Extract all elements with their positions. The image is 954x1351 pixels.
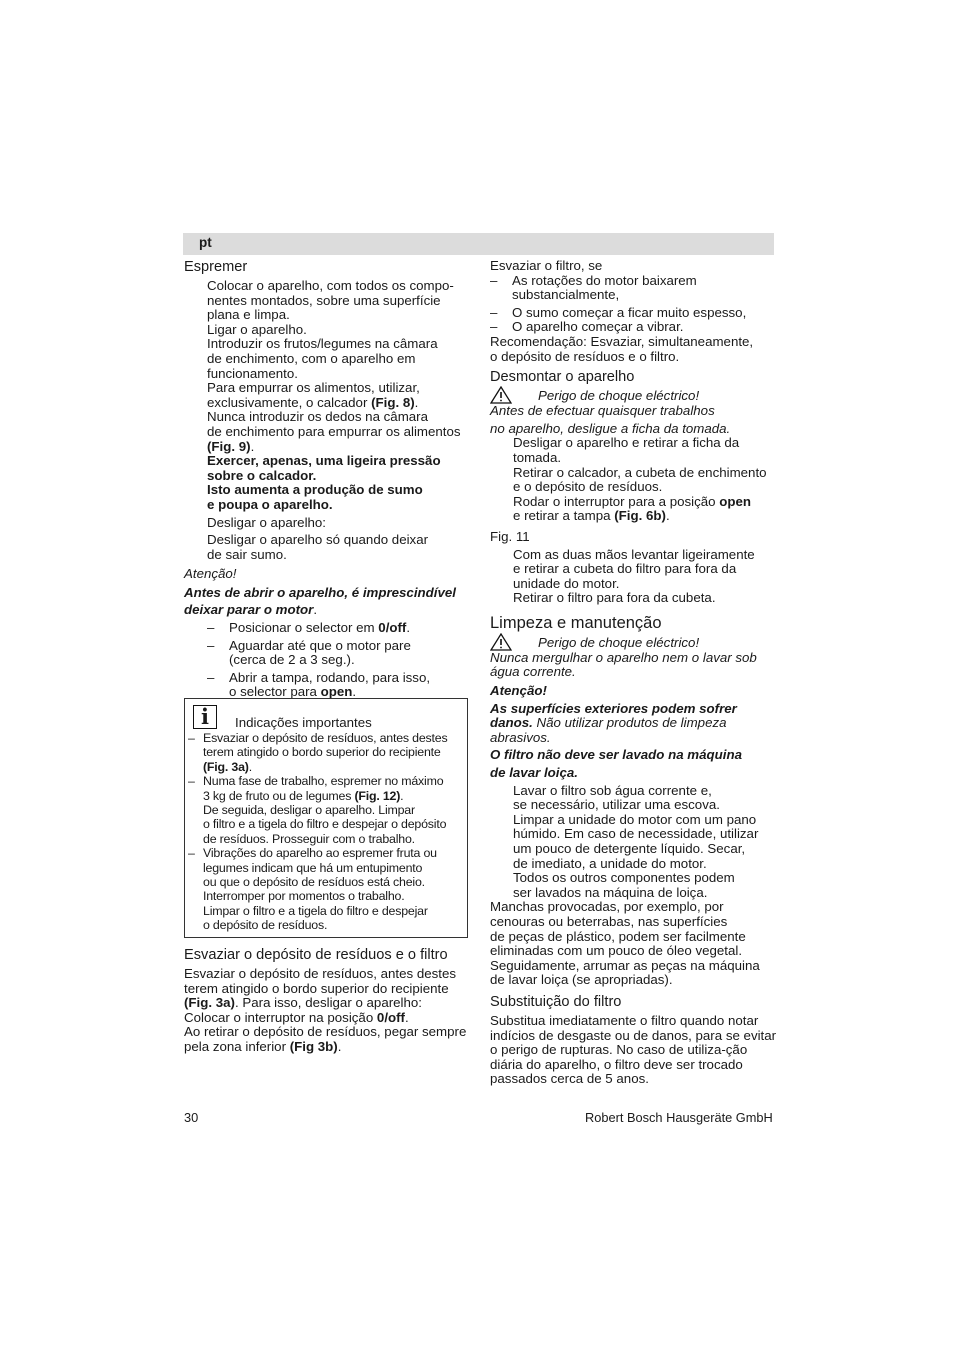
language-bar: [183, 233, 774, 255]
company-name: Robert Bosch Hausgeräte GmbH: [585, 1110, 773, 1125]
italic-line: no aparelho, desligue a ficha da tomada.: [490, 420, 731, 436]
text-line: tomada.: [513, 449, 562, 465]
text: .: [352, 684, 357, 700]
text-line: de enchimento para empurrar os alimentos: [207, 423, 461, 439]
fig-label: Fig. 11: [490, 528, 530, 544]
warning-line: Antes de abrir o aparelho, é imprescindível: [184, 584, 456, 600]
text: Posicionar o selector em: [229, 620, 379, 636]
text: .: [665, 508, 670, 524]
text: Colocar o interruptor na posição: [184, 1009, 377, 1025]
fig-ref: (Fig. 6b): [614, 508, 666, 524]
list-item: – Esvaziar o depósito de resíduos, antes destes terem atingido o bordo superior do recipiente (Fig. 3a).: [188, 731, 448, 774]
text-line: Retirar o calcador, a cubeta de enchimento: [513, 464, 767, 480]
text: 3 kg de fruto ou de legumes: [203, 788, 355, 803]
fig-ref: (Fig. 8): [371, 394, 415, 410]
warning-icon: [490, 386, 512, 404]
text-line: cenouras ou beterrabas, nas superfícies: [490, 913, 728, 929]
text-line: [184, 996, 474, 1011]
text: O sumo começar a ficar muito espesso,: [512, 304, 747, 320]
section-title-substituicao: Substituição do filtro: [490, 993, 622, 1010]
bold-text: 0/off: [376, 1009, 405, 1025]
bold-text: open: [320, 684, 353, 700]
list-item: – Numa fase de trabalho, espremer no máximo 3 kg de fruto ou de legumes (Fig. 12). De seguida, desligar o aparelho. Limpar o filtro e a tigela do filtro e despejar o depósito de resíduos. Prosseguir com o trabalho.: [188, 774, 447, 846]
text-line: Todos os outros componentes podem: [513, 870, 735, 886]
warning-title: Perigo de choque eléctrico!: [538, 634, 700, 650]
text-line: e o depósito de resíduos.: [513, 479, 663, 495]
list-item: – O aparelho começar a vibrar.: [490, 319, 684, 335]
section-title-esvaziar: Esvaziar o depósito de resíduos e o filtro: [184, 947, 448, 963]
info-icon: i: [193, 705, 217, 729]
warning-line: O filtro não deve ser lavado na máquina: [490, 747, 742, 763]
text-line: terem atingido o bordo superior do recipiente: [184, 980, 449, 996]
text: .: [313, 602, 318, 618]
important-notes-box: [184, 698, 468, 938]
text-line: e retirar a cubeta do filtro para fora da: [513, 561, 737, 577]
italic-line: água corrente.: [490, 664, 576, 680]
text-line: [207, 396, 471, 411]
bold-text: open: [719, 493, 751, 509]
text: o selector para: [229, 684, 321, 700]
list-item: – Posicionar o selector em 0/off.: [207, 620, 411, 636]
text: .: [405, 1009, 409, 1025]
list-item: – Abrir a tampa, rodando, para isso, o selector para open.: [207, 669, 431, 700]
warning-line: As superfícies exteriores podem sofrer: [490, 700, 737, 716]
bold-line: e poupa o aparelho.: [207, 496, 333, 512]
text: terem atingido o bordo superior do recipiente: [203, 745, 441, 760]
text-line: Ao retirar o depósito de resíduos, pegar sempre: [184, 1024, 467, 1040]
text-line: [513, 509, 780, 524]
text: .: [414, 394, 419, 410]
text-line: [184, 1040, 474, 1055]
box-list: [185, 731, 469, 933]
italic-line: Nunca mergulhar o aparelho nem o lavar sob: [490, 649, 757, 665]
fig-ref: (Fig. 3a): [184, 995, 235, 1011]
text-line: Para empurrar os alimentos, utilizar,: [207, 380, 420, 396]
text-line: de peças de plástico, podem ser facilmente: [490, 928, 746, 944]
warning-word: danos.: [490, 715, 533, 731]
section-title-desmontar: Desmontar o aparelho: [490, 369, 635, 386]
text-line: unidade do motor.: [513, 575, 620, 591]
fig-ref: (Fig. 3a): [203, 759, 249, 774]
text: .: [337, 1038, 342, 1054]
warning-icon: [490, 633, 512, 651]
text-line: Esvaziar o depósito de resíduos, antes destes: [184, 966, 457, 981]
text-line: Desligar o aparelho só quando deixar: [207, 532, 429, 548]
text-line: Retirar o filtro para fora da cubeta.: [513, 590, 716, 606]
text: Esvaziar o depósito de resíduos, antes destes: [203, 731, 448, 745]
text-line: Esvaziar o filtro, se: [490, 258, 603, 273]
italic-line: abrasivos.: [490, 729, 551, 745]
text: .: [400, 788, 404, 803]
text: (cerca de 2 a 3 seg.).: [229, 652, 355, 668]
text: De seguida, desligar o aparelho. Limpar: [203, 803, 415, 818]
language-code: pt: [199, 235, 212, 250]
text-line: Substitua imediatamente o filtro quando notar: [490, 1012, 759, 1028]
bold-text: 0/off: [378, 620, 407, 636]
list-item: – O sumo começar a ficar muito espesso,: [490, 304, 747, 320]
text: Numa fase de trabalho, espremer no máximo: [203, 774, 444, 789]
list-item: – Vibrações do aparelho ao espremer fruta ou legumes indicam que há um entupimento ou que o depósito de resíduos está cheio. Interromper por momentos o trabalho. Limpar o filtro e a tigela do filtro e despejar o depósito de resíduos.: [188, 846, 437, 933]
text-line: o perigo de rupturas. No caso de utiliza-ção: [490, 1042, 748, 1058]
attention-label: Atenção!: [184, 566, 237, 582]
text-line: Desligar o aparelho e retirar a ficha da: [513, 435, 740, 451]
text: As rotações do motor baixarem: [512, 272, 697, 288]
text-line: diária do aparelho, o filtro deve ser trocado: [490, 1056, 743, 1072]
text-line: de lavar loiça (se apropriadas).: [490, 972, 673, 988]
text-line: Ligar o aparelho.: [207, 321, 307, 337]
bold-line: Exercer, apenas, uma ligeira pressão: [207, 453, 441, 469]
text-line: Lavar o filtro sob água corrente e,: [513, 782, 712, 798]
text-line: Recomendação: Esvaziar, simultaneamente,: [490, 333, 754, 349]
text-line: passados cerca de 5 anos.: [490, 1071, 649, 1087]
bold-line: sobre o calcador.: [207, 467, 317, 483]
text-line: eliminadas com um pouco de óleo vegetal.: [490, 943, 743, 959]
text-line: Limpar a unidade do motor com um pano: [513, 811, 757, 827]
text-line: [490, 716, 780, 731]
text: pela zona inferior: [184, 1038, 290, 1054]
text: Aguardar até que o motor pare: [229, 637, 411, 653]
right-column: [490, 259, 780, 1087]
text: e retirar a tampa: [513, 508, 615, 524]
text-line: de enchimento, com o aparelho em: [207, 350, 416, 366]
section-title-limpeza: Limpeza e manutenção: [490, 613, 662, 632]
warning-line: deixar parar o motor: [184, 602, 314, 618]
text-line: plana e limpa.: [207, 307, 290, 323]
shock-warning: [490, 386, 780, 404]
text: . Para isso, desligar o aparelho:: [234, 995, 422, 1011]
text: de resíduos. Prosseguir com o trabalho.: [203, 831, 415, 846]
list-item: – Aguardar até que o motor pare (cerca de 2 a 3 seg.).: [207, 637, 411, 668]
text: Rodar o interruptor para a posição: [513, 493, 720, 509]
fig-ref: (Fig. 12): [354, 788, 401, 803]
text: .: [248, 759, 252, 774]
text: O aparelho começar a vibrar.: [512, 319, 684, 335]
text: o filtro e a tigela do filtro e despejar o depósito: [203, 817, 447, 832]
text-line: funcionamento.: [207, 365, 298, 381]
text: ou que o depósito de resíduos está cheio.: [203, 875, 425, 890]
text-line: um pouco de detergente líquido. Secar,: [513, 841, 746, 856]
espremer-text: [184, 279, 471, 562]
text-line: Seguidamente, arrumar as peças na máquina: [490, 957, 760, 973]
text-line: Desligar o aparelho:: [207, 514, 327, 530]
esvaziar-section: [184, 947, 474, 1055]
warning-title: Perigo de choque eléctrico!: [538, 388, 700, 404]
list-item: – As rotações do motor baixarem substancialmente,: [490, 272, 697, 303]
left-column: [184, 259, 471, 700]
italic-text: Não utilizar produtos de limpeza: [532, 715, 727, 731]
text: Vibrações do aparelho ao espremer fruta ou: [203, 846, 437, 861]
page-number: 30: [184, 1110, 199, 1125]
text: Interromper por momentos o trabalho.: [203, 889, 405, 904]
text-line: indícios de desgaste ou de danos, para se evitar: [490, 1027, 777, 1043]
italic-line: Antes de efectuar quaisquer trabalhos: [490, 403, 715, 419]
bold-line: Isto aumenta a produção de sumo: [207, 482, 423, 498]
text: o depósito de resíduos.: [203, 918, 328, 933]
text-line: nentes montados, sobre uma superfície: [207, 292, 441, 308]
text-line: Com as duas mãos levantar ligeiramente: [513, 546, 755, 562]
text: Abrir a tampa, rodando, para isso,: [229, 669, 431, 685]
shock-warning: [490, 633, 780, 651]
attention-label: Atenção!: [490, 683, 547, 699]
fig-ref: (Fig. 9): [207, 438, 251, 454]
text-line: húmido. Em caso de necessidade, utilizar: [513, 826, 759, 842]
box-title: Indicações importantes: [235, 715, 372, 730]
text-line: se necessário, utilizar uma escova.: [513, 797, 720, 813]
text: substancialmente,: [512, 287, 620, 303]
text-line: Introduzir os frutos/legumes na câmara: [207, 336, 438, 352]
text: exclusivamente, o calcador: [207, 394, 372, 410]
text: .: [406, 620, 411, 636]
text: .: [250, 438, 255, 454]
text-line: Colocar o aparelho, com todos os compo-: [207, 278, 454, 293]
text-line: Nunca introduzir os dedos na câmara: [207, 409, 428, 425]
fig-ref: (Fig 3b): [289, 1038, 338, 1054]
text-line: [184, 1011, 474, 1026]
warning-line: de lavar loiça.: [490, 765, 578, 781]
text-line: de sair sumo.: [207, 546, 287, 562]
text-line: [513, 495, 780, 510]
text: legumes indicam que há um entupimento: [203, 860, 423, 875]
section-title-espremer: Espremer: [184, 259, 248, 275]
text: Limpar o filtro e a tigela do filtro e despejar: [203, 903, 428, 918]
text-line: [207, 440, 471, 455]
text-line: ser lavados na máquina de loiça.: [513, 884, 708, 900]
text-line: o depósito de resíduos e o filtro.: [490, 348, 680, 364]
text-line: Manchas provocadas, por exemplo, por: [490, 899, 724, 915]
text-line: de imediato, a unidade do motor.: [513, 855, 707, 871]
